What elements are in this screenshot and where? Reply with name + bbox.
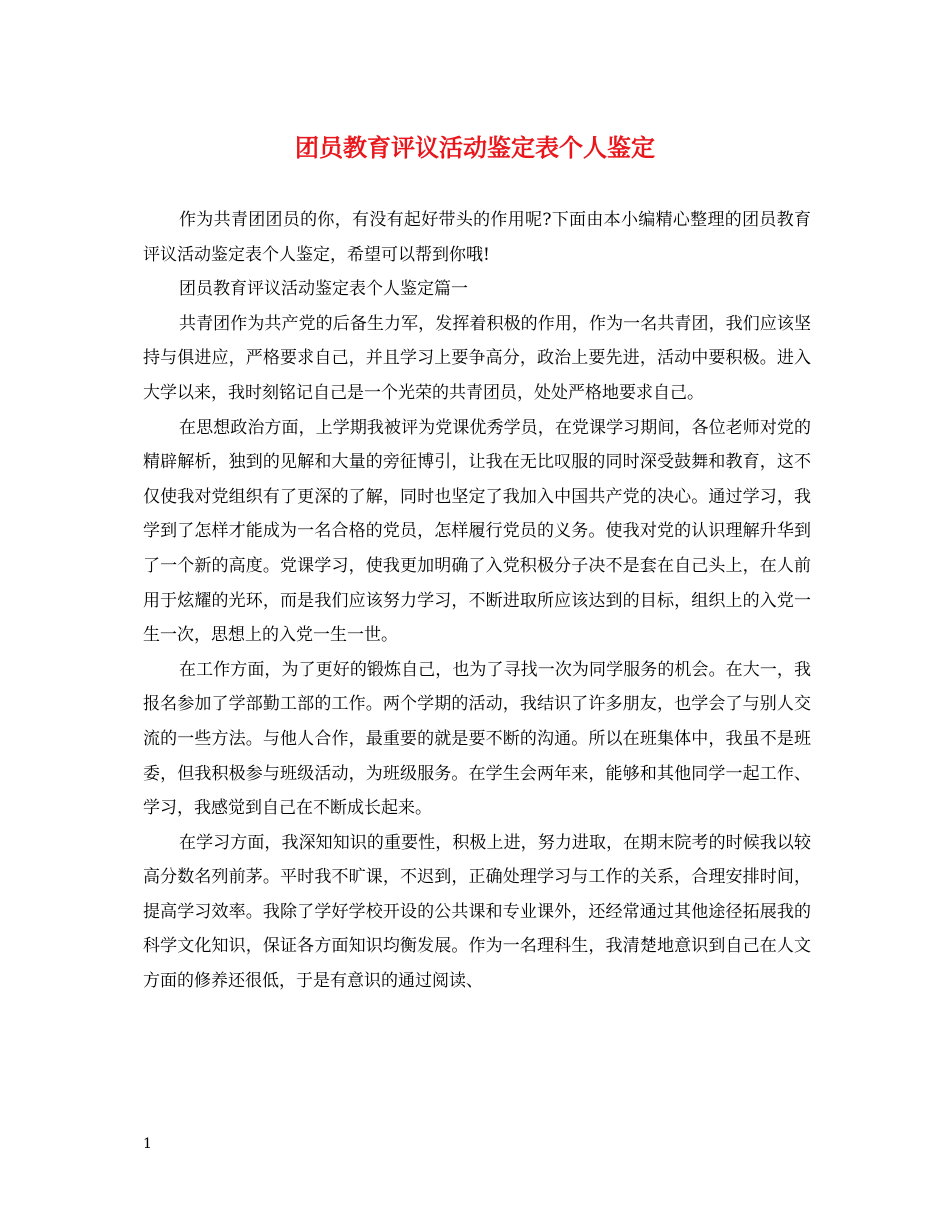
document-body (143, 203, 811, 999)
section-heading: 团员教育评议活动鉴定表个人鉴定篇一 (179, 279, 468, 300)
page-number: 1 (143, 1136, 152, 1152)
document-title: 团员教育评议活动鉴定表个人鉴定 (295, 133, 655, 162)
intro-paragraph: 作为共青团团员的你，有没有起好带头的作用呢?下面由本小编精心整理的团员教育评议活动鉴定表个人鉴定，希望可以帮到你哦! (143, 210, 811, 265)
body-paragraph-4: 在学习方面，我深知知识的重要性，积极上进，努力进取，在期末院考的时候我以较高分数名列前茅。平时我不旷课，不迟到，正确处理学习与工作的关系，合理安排时间，提高学习效率。我除了学好学校开设的公共课和专业课外，还经常通过其他途径拓展我的科学文化知识，保证各方面知识均衡发展。作为一名理科生，我清楚地意识到自己在人文方面的修养还很低，于是有意识的通过阅读、 (143, 832, 811, 992)
body-paragraph-2: 在思想政治方面，上学期我被评为党课优秀学员，在党课学习期间，各位老师对党的精辟解析，独到的见解和大量的旁征博引，让我在无比叹服的同时深受鼓舞和教育，这不仅使我对党组织有了更深的了解，同时也坚定了我加入中国共产党的决心。通过学习，我学到了怎样才能成为一名合格的党员，怎样履行党员的义务。使我对党的认识理解升华到了一个新的高度。党课学习，使我更加明确了入党积极分子决不是套在自己头上，在人前用于炫耀的光环，而是我们应该努力学习，不断进取所应该达到的目标，组织上的入党一生一次，思想上的入党一生一世。 (143, 417, 811, 646)
body-paragraph-1: 共青团作为共产党的后备生力军，发挥着积极的作用，作为一名共青团，我们应该坚持与俱进应，严格要求自己，并且学习上要争高分，政治上要先进，活动中要积极。进入大学以来，我时刻铭记自己是一个光荣的共青团员，处处严格地要求自己。 (143, 313, 811, 403)
body-paragraph-3: 在工作方面，为了更好的锻炼自己，也为了寻找一次为同学服务的机会。在大一，我报名参加了学部勤工部的工作。两个学期的活动，我结识了许多朋友，也学会了与别人交流的一些方法。与他人合作，最重要的就是要不断的沟通。所以在班集体中，我虽不是班委，但我积极参与班级活动，为班级服务。在学生会两年来，能够和其他同学一起工作、学习，我感觉到自己在不断成长起来。 (143, 659, 811, 819)
